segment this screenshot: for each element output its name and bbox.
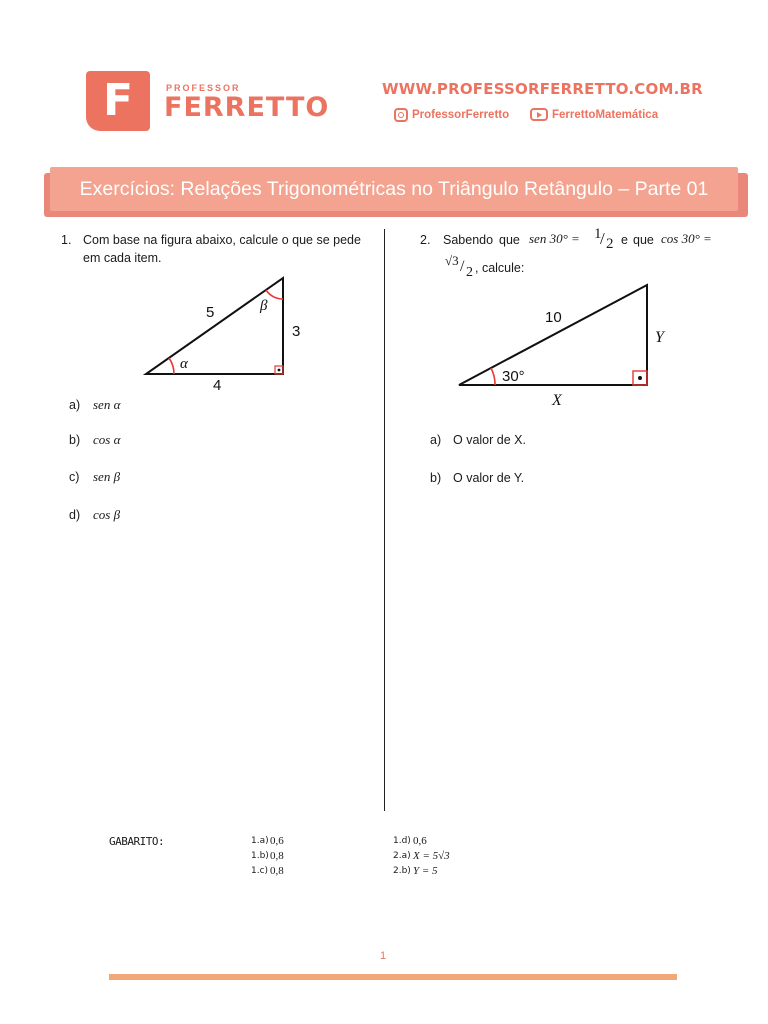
q1-right-angle-dot — [278, 369, 281, 372]
q1-label-right: 3 — [292, 323, 301, 340]
q2-half-numerator: 1 — [594, 226, 602, 242]
q1-item-a-letter: a) — [69, 398, 81, 412]
q2-word-que-1: que — [499, 233, 520, 247]
q2-item-b-letter: b) — [430, 471, 442, 485]
brand-professor: PROFESSOR — [166, 83, 241, 93]
q1-item-d-expr: cos β — [93, 507, 121, 522]
q1-item-b-letter: b) — [69, 433, 81, 447]
answer-key-label: GABARITO: — [109, 835, 165, 848]
q1-text-line2: em cada item. — [83, 251, 162, 265]
instagram-handle: ProfessorFerretto — [412, 109, 510, 121]
q2-label-base: X — [552, 392, 562, 409]
q2-number: 2. — [420, 233, 431, 247]
q1-triangle-figure — [136, 270, 301, 395]
q2-cos-expr: cos 30° = — [661, 231, 712, 246]
brand-ferretto: FERRETTO — [164, 92, 330, 123]
answer-1c-key: 1.c) — [251, 866, 269, 876]
q1-text-line1: Com base na figura abaixo, calcule o que se pede — [83, 233, 361, 247]
q1-label-hyp: 5 — [206, 304, 215, 321]
q2-sqrt3-slash: / — [460, 258, 465, 275]
q2-angle-arc — [491, 368, 495, 385]
answer-1d-value: 0,6 — [413, 835, 427, 847]
q2-word-e: e — [621, 233, 628, 247]
footer-bar — [109, 974, 677, 980]
column-divider — [384, 229, 385, 811]
q2-label-hyp: 10 — [545, 309, 562, 326]
instagram-link[interactable] — [394, 108, 509, 122]
q1-label-beta: β — [260, 298, 268, 314]
q2-half-slash: / — [600, 229, 605, 248]
q1-item-b-expr: cos α — [93, 432, 121, 447]
logo-letter: F — [102, 75, 134, 126]
page-number: 1 — [380, 950, 387, 962]
answer-1c-value: 0,8 — [270, 865, 284, 877]
youtube-link[interactable] — [530, 108, 658, 121]
youtube-handle: FerrettoMatemática — [552, 108, 659, 121]
answer-1b-key: 1.b) — [251, 851, 269, 861]
q2-triangle-figure — [452, 278, 682, 412]
q1-label-base: 4 — [213, 377, 222, 394]
q2-word-que-2: que — [633, 233, 654, 247]
page-title: Exercícios: Relações Trigonométricas no Triângulo Retângulo – Parte 01 — [79, 178, 709, 200]
q2-sqrt3-denominator: 2 — [466, 265, 473, 280]
q1-number: 1. — [61, 233, 72, 247]
answer-1d-key: 1.d) — [393, 836, 411, 846]
q2-half-denominator: 2 — [606, 236, 614, 252]
q2-item-b-text: O valor de Y. — [453, 471, 525, 485]
q2-right-angle-dot — [638, 376, 642, 380]
q1-angle-alpha-arc — [169, 358, 174, 374]
q1-angle-beta-arc — [266, 290, 283, 299]
answer-2a-key: 2.a) — [393, 851, 411, 861]
q2-word-sabendo: Sabendo — [443, 233, 494, 247]
q2-item-a-letter: a) — [430, 433, 442, 447]
answer-1a-key: 1.a) — [251, 836, 269, 846]
q1-item-a-expr: sen α — [93, 397, 121, 412]
q2-label-right: Y — [655, 329, 664, 346]
answer-2a-value: X = 5√3 — [413, 850, 450, 862]
answer-1b-value: 0,8 — [270, 850, 284, 862]
youtube-icon — [530, 108, 548, 121]
q1-label-alpha: α — [180, 356, 188, 372]
instagram-icon — [394, 108, 408, 122]
q2-label-angle: 30° — [502, 368, 525, 385]
q2-sqrt3: √3 — [445, 253, 459, 268]
q2-item-a-text: O valor de X. — [453, 433, 526, 447]
q1-item-d-letter: d) — [69, 508, 81, 522]
q1-triangle — [146, 278, 283, 374]
q2-sen-expr: sen 30° = — [529, 231, 580, 246]
q1-item-c-expr: sen β — [93, 469, 121, 484]
q2-triangle — [459, 285, 647, 385]
answer-1a-value: 0,6 — [270, 835, 284, 847]
q2-calcule: , calcule: — [475, 261, 525, 275]
q1-item-c-letter: c) — [69, 470, 80, 484]
website-link[interactable]: WWW.PROFESSORFERRETTO.COM.BR — [382, 80, 703, 98]
answer-2b-value: Y = 5 — [413, 865, 438, 877]
answer-2b-key: 2.b) — [393, 866, 411, 876]
q1-text — [83, 231, 373, 267]
